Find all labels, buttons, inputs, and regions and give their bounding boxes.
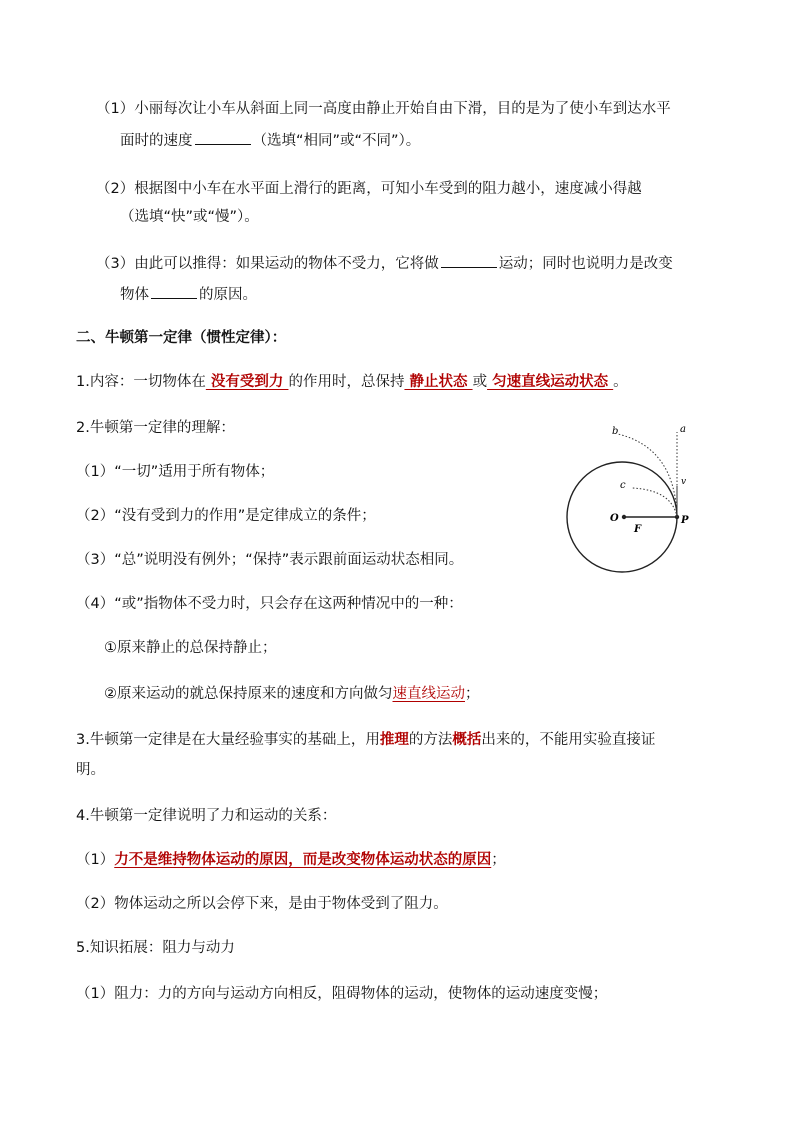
q1-line1: （1）小丽每次让小车从斜面上同一高度由静止开始自由下滑，目的是为了使小车到达水平 bbox=[96, 101, 671, 117]
q3-line2-b: 的原因。 bbox=[199, 287, 257, 303]
text: 1.内容：一切物体在 bbox=[76, 374, 206, 390]
highlight-answer: 力不是维持物体运动的原因，而是改变物体运动状态的原因 bbox=[114, 852, 492, 868]
label-p: P bbox=[681, 515, 689, 526]
label-c: c bbox=[620, 480, 626, 491]
q1-line2-b: （选填“相同”或“不同”）。 bbox=[252, 133, 421, 149]
q1-line2 bbox=[120, 130, 420, 151]
circular-motion-diagram bbox=[560, 418, 710, 578]
text: 或 bbox=[472, 374, 488, 390]
text: ②原来运动的就总保持原来的速度和方向做匀 bbox=[104, 686, 393, 702]
paragraph-relation: 4.牛顿第一定律说明了力和运动的关系： bbox=[76, 808, 337, 824]
label-v: v bbox=[681, 477, 687, 487]
paragraph-content bbox=[76, 372, 628, 392]
sub-item: ①原来静止的总保持静止； bbox=[104, 640, 277, 656]
list-item: （1）“一切”适用于所有物体； bbox=[76, 464, 275, 480]
text: 。 bbox=[613, 374, 628, 390]
q3-line1 bbox=[96, 253, 673, 274]
text: 3.牛顿第一定律是在大量经验事实的基础上，用 bbox=[76, 732, 380, 748]
highlight-answer: 没有受到力 bbox=[205, 374, 289, 390]
list-item: （4）“或”指物体不受力时，只会存在这两种情况中的一种： bbox=[76, 596, 463, 612]
text: ； bbox=[465, 686, 480, 702]
label-a: a bbox=[680, 424, 686, 435]
section-title: 二、牛顿第一定律（惯性定律）： bbox=[76, 330, 287, 346]
list-item: （2）物体运动之所以会停下来，是由于物体受到了阻力。 bbox=[76, 896, 448, 912]
answer-blank[interactable] bbox=[151, 284, 197, 299]
answer-blank[interactable] bbox=[441, 253, 497, 268]
label-f: F bbox=[634, 524, 642, 535]
text: 的方法 bbox=[408, 732, 453, 748]
q1-line2-a: 面时的速度 bbox=[120, 133, 193, 149]
q3-line1-b: 运动；同时也说明力是改变 bbox=[498, 256, 673, 272]
text: 出来的，不能用实验直接证 bbox=[481, 732, 656, 748]
paragraph-method bbox=[76, 730, 655, 750]
highlight-answer: 推理 bbox=[379, 732, 409, 748]
q3-line1-a: （3）由此可以推得：如果运动的物体不受力，它将做 bbox=[96, 256, 439, 272]
highlight-answer: 匀速直线运动状态 bbox=[487, 374, 614, 390]
highlight-answer: 概括 bbox=[452, 732, 482, 748]
paragraph-understanding: 2.牛顿第一定律的理解： bbox=[76, 420, 235, 436]
q2-line2: （选填“快”或“慢”）。 bbox=[120, 209, 259, 225]
answer-blank[interactable] bbox=[195, 130, 251, 145]
list-item: （1）阻力：力的方向与运动方向相反，阻碍物体的运动，使物体的运动速度变慢； bbox=[76, 986, 608, 1002]
trajectory-b bbox=[618, 434, 677, 517]
list-item bbox=[76, 850, 506, 870]
center-point bbox=[622, 515, 626, 519]
q3-line2-a: 物体 bbox=[120, 287, 149, 303]
text: 的作用时，总保持 bbox=[288, 374, 405, 390]
label-o: O bbox=[610, 513, 619, 524]
list-item: （2）“没有受到力的作用”是定律成立的条件； bbox=[76, 508, 376, 524]
q3-line2 bbox=[120, 284, 257, 305]
label-b: b bbox=[612, 426, 619, 437]
sub-item bbox=[104, 684, 480, 704]
text: ； bbox=[491, 852, 506, 868]
q2-line1: （2）根据图中小车在水平面上滑行的距离，可知小车受到的阻力越小，速度减小得越 bbox=[96, 181, 642, 197]
text: （1） bbox=[76, 852, 115, 868]
trajectory-c bbox=[632, 488, 677, 517]
highlight-answer: 速直线运动 bbox=[392, 686, 465, 702]
paragraph-method-cont: 明。 bbox=[76, 762, 105, 778]
highlight-answer: 静止状态 bbox=[404, 374, 473, 390]
paragraph-extension: 5.知识拓展：阻力与动力 bbox=[76, 940, 235, 956]
list-item: （3）“总”说明没有例外；“保持”表示跟前面运动状态相同。 bbox=[76, 552, 464, 568]
